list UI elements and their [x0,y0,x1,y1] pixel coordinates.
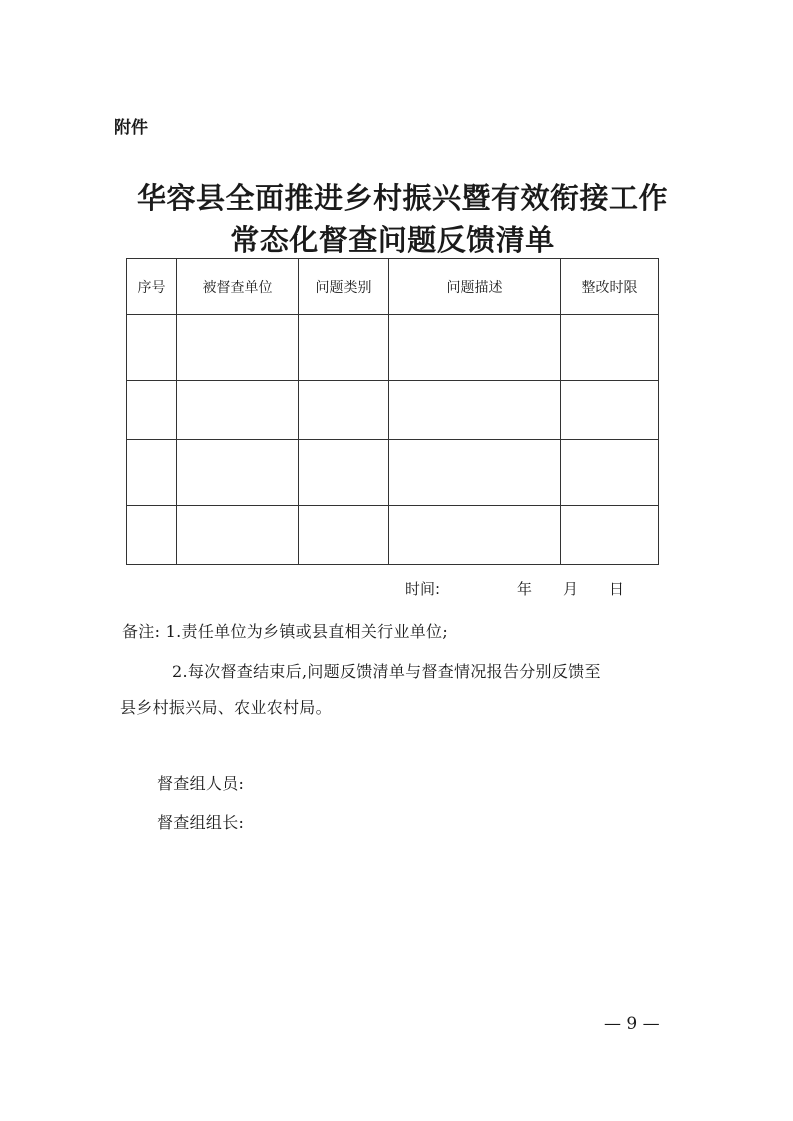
table-cell [127,506,177,565]
table-cell [299,506,389,565]
table-cell [561,315,659,381]
table-cell [561,506,659,565]
header-rectification-deadline: 整改时限 [561,259,659,315]
attachment-label: 附件 [114,118,148,138]
date-month-label: 月 [563,580,579,598]
table-cell [561,440,659,506]
table-header-row [127,259,659,315]
table-cell [299,440,389,506]
table-cell [389,440,561,506]
table-cell [389,315,561,381]
table-cell [127,440,177,506]
table-row [127,440,659,506]
note-line-1: 备注: 1.责任单位为乡镇或县直相关行业单位; [122,622,449,641]
table-cell [389,506,561,565]
inspection-team-leader-label: 督查组组长: [157,813,245,832]
table-cell [177,440,299,506]
date-year-label: 年 [517,580,533,598]
table-cell [177,381,299,440]
note-line-2: 2.每次督查结束后,问题反馈清单与督查情况报告分别反馈至 [172,662,601,681]
document-title-line1: 华容县全面推进乡村振兴暨有效衔接工作 [136,181,668,215]
table-cell [177,506,299,565]
date-day-label: 日 [609,580,625,598]
document-title-line2: 常态化督查问题反馈清单 [230,223,555,257]
feedback-table [126,258,659,565]
table-row [127,381,659,440]
table-cell [127,381,177,440]
table-cell [561,381,659,440]
inspection-team-members-label: 督查组人员: [157,774,245,793]
table-cell [177,315,299,381]
table-cell [127,315,177,381]
note-line-3: 县乡村振兴局、农业农村局。 [120,698,332,717]
table-cell [299,381,389,440]
page-number: — 9 — [604,1014,660,1034]
header-supervised-unit: 被督查单位 [177,259,299,315]
table-row [127,506,659,565]
table-cell [299,315,389,381]
header-serial-number: 序号 [127,259,177,315]
date-label: 时间: [405,580,441,598]
table-row [127,315,659,381]
table-cell [389,381,561,440]
header-issue-description: 问题描述 [389,259,561,315]
header-issue-category: 问题类别 [299,259,389,315]
